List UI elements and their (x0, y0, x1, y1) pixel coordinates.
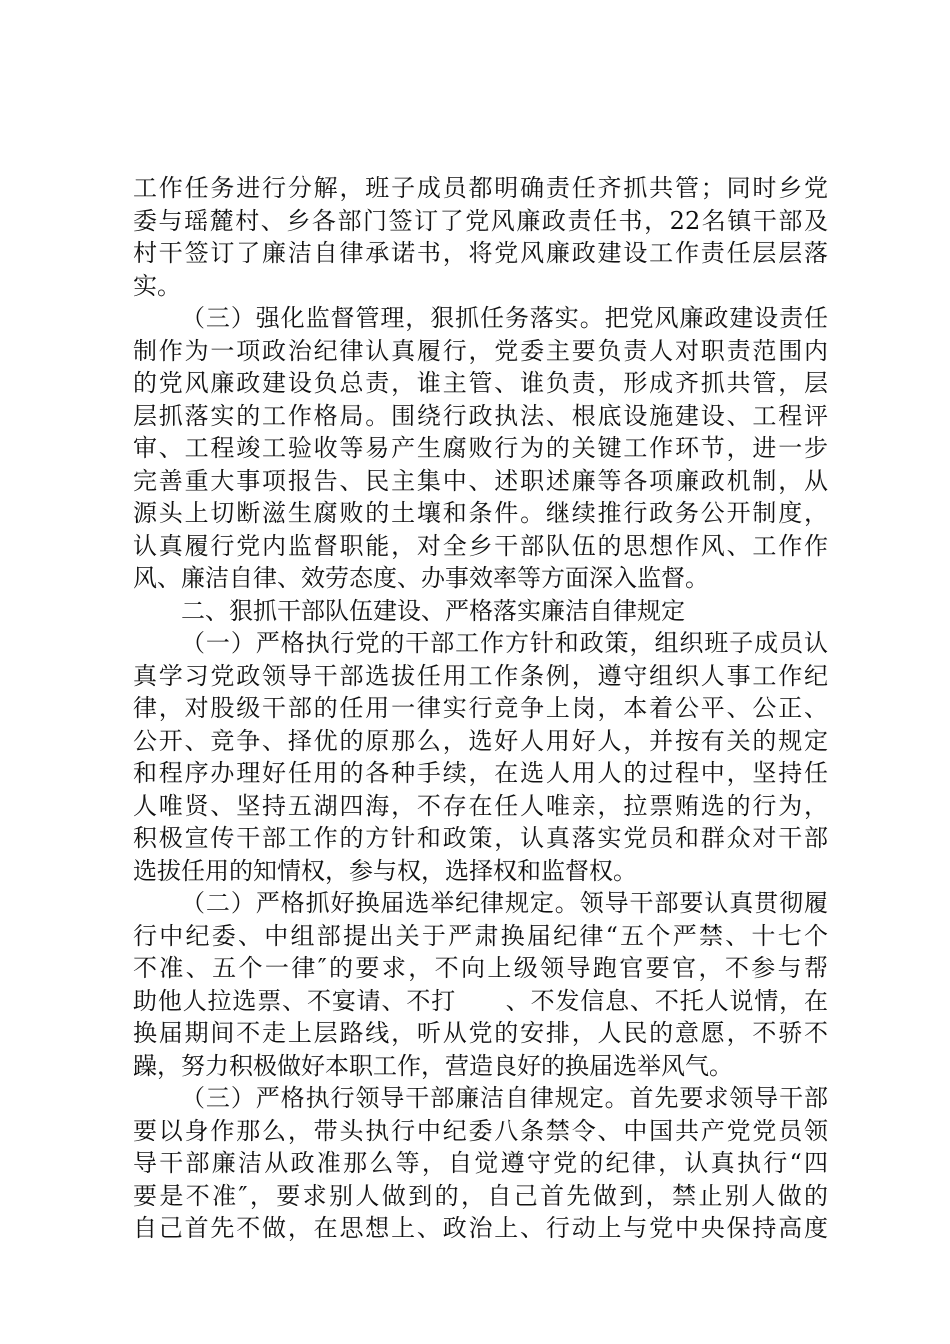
text-line: 自己首先不做，在思想上、政治上、行动上与党中央保持高度 (133, 1214, 828, 1242)
text-line: 风、廉洁自律、效劳态度、办事效率等方面深入监督。 (133, 564, 709, 592)
text-line: （一）严格执行党的干部工作方针和政策，组织班子成员认 (181, 629, 828, 657)
text-line: 人唯贤、坚持五湖四海，不存在任人唯亲，拉票贿选的行为， (133, 791, 828, 820)
section-heading (133, 595, 828, 628)
text-line: （三）强化监督管理，狠抓任务落实。把党风廉政建设责任 (181, 304, 828, 332)
text-line: 行中纪委、中组部提出关于严肃换届纪律“五个严禁、十七个 (133, 921, 828, 950)
text-line: 要是不准″，要求别人做到的，自己首先做到，禁止别人做的 (133, 1181, 828, 1210)
text-line: 导干部廉洁从政准那么等，自觉遵守党的纪律，认真执行“四 (133, 1149, 828, 1177)
text-line: 要以身作那么，带头执行中纪委八条禁令、中国共产党党员领 (133, 1116, 828, 1145)
text-line: 层抓落实的工作格局。围绕行政执法、根底设施建设、工程评 (133, 401, 828, 430)
paragraph (133, 887, 828, 1082)
text-line: 选拔任用的知情权，参与权，选择权和监督权。 (133, 856, 637, 885)
text-line: 和程序办理好任用的各种手续，在选人用人的过程中，坚持任 (133, 759, 828, 787)
text-line: 律，对股级干部的任用一律实行竞争上岗，本着公平、公正、 (133, 694, 828, 722)
paragraph (133, 172, 828, 302)
text-line: 实。 (133, 271, 181, 300)
text-line: 二、狠抓干部队伍建设、严格落实廉洁自律规定 (181, 596, 685, 625)
text-line: 助他人拉选票、不宴请、不打 、不发信息、不托人说情，在 (133, 986, 828, 1015)
text-line: 换届期间不走上层路线，听从党的安排，人民的意愿，不骄不 (133, 1019, 828, 1047)
text-line: （三）严格执行领导干部廉洁自律规定。首先要求领导干部 (181, 1084, 828, 1112)
text-line: 源头上切断滋生腐败的土壤和条件。继续推行政务公开制度， (133, 499, 828, 527)
text-line: 的党风廉政建设负总责，谁主管、谁负责，形成齐抓共管，层 (133, 369, 828, 397)
paragraph (133, 627, 828, 887)
text-line: 完善重大事项报告、民主集中、述职述廉等各项廉政机制，从 (133, 466, 828, 495)
text-line: （二）严格抓好换届选举纪律规定。领导干部要认真贯彻履 (181, 889, 828, 917)
text-line: 委与瑶麓村、乡各部门签订了党风廉政责任书，22名镇干部及 (133, 206, 828, 235)
text-line: 积极宣传干部工作的方针和政策，认真落实党员和群众对干部 (133, 824, 828, 852)
text-line: 认真履行党内监督职能，对全乡干部队伍的思想作风、工作作 (133, 531, 828, 560)
document-body (133, 172, 828, 1245)
text-line: 村干签订了廉洁自律承诺书，将党风廉政建设工作责任层层落 (133, 239, 828, 267)
text-line: 公开、竞争、择优的原那么，选好人用好人，并按有关的规定 (133, 726, 828, 755)
text-line: 躁，努力积极做好本职工作，营造良好的换届选举风气。 (133, 1051, 733, 1080)
text-line: 审、工程竣工验收等易产生腐败行为的关键工作环节，进一步 (133, 434, 828, 462)
text-line: 真学习党政领导干部选拔任用工作条例，遵守组织人事工作纪 (133, 661, 828, 690)
text-line: 工作任务进行分解，班子成员都明确责任齐抓共管；同时乡党 (133, 174, 828, 202)
paragraph (133, 302, 828, 595)
paragraph (133, 1082, 828, 1245)
text-line: 不准、五个一律″的要求，不向上级领导跑官要官，不参与帮 (133, 954, 828, 982)
text-line: 制作为一项政治纪律认真履行，党委主要负责人对职责范围内 (133, 336, 828, 365)
